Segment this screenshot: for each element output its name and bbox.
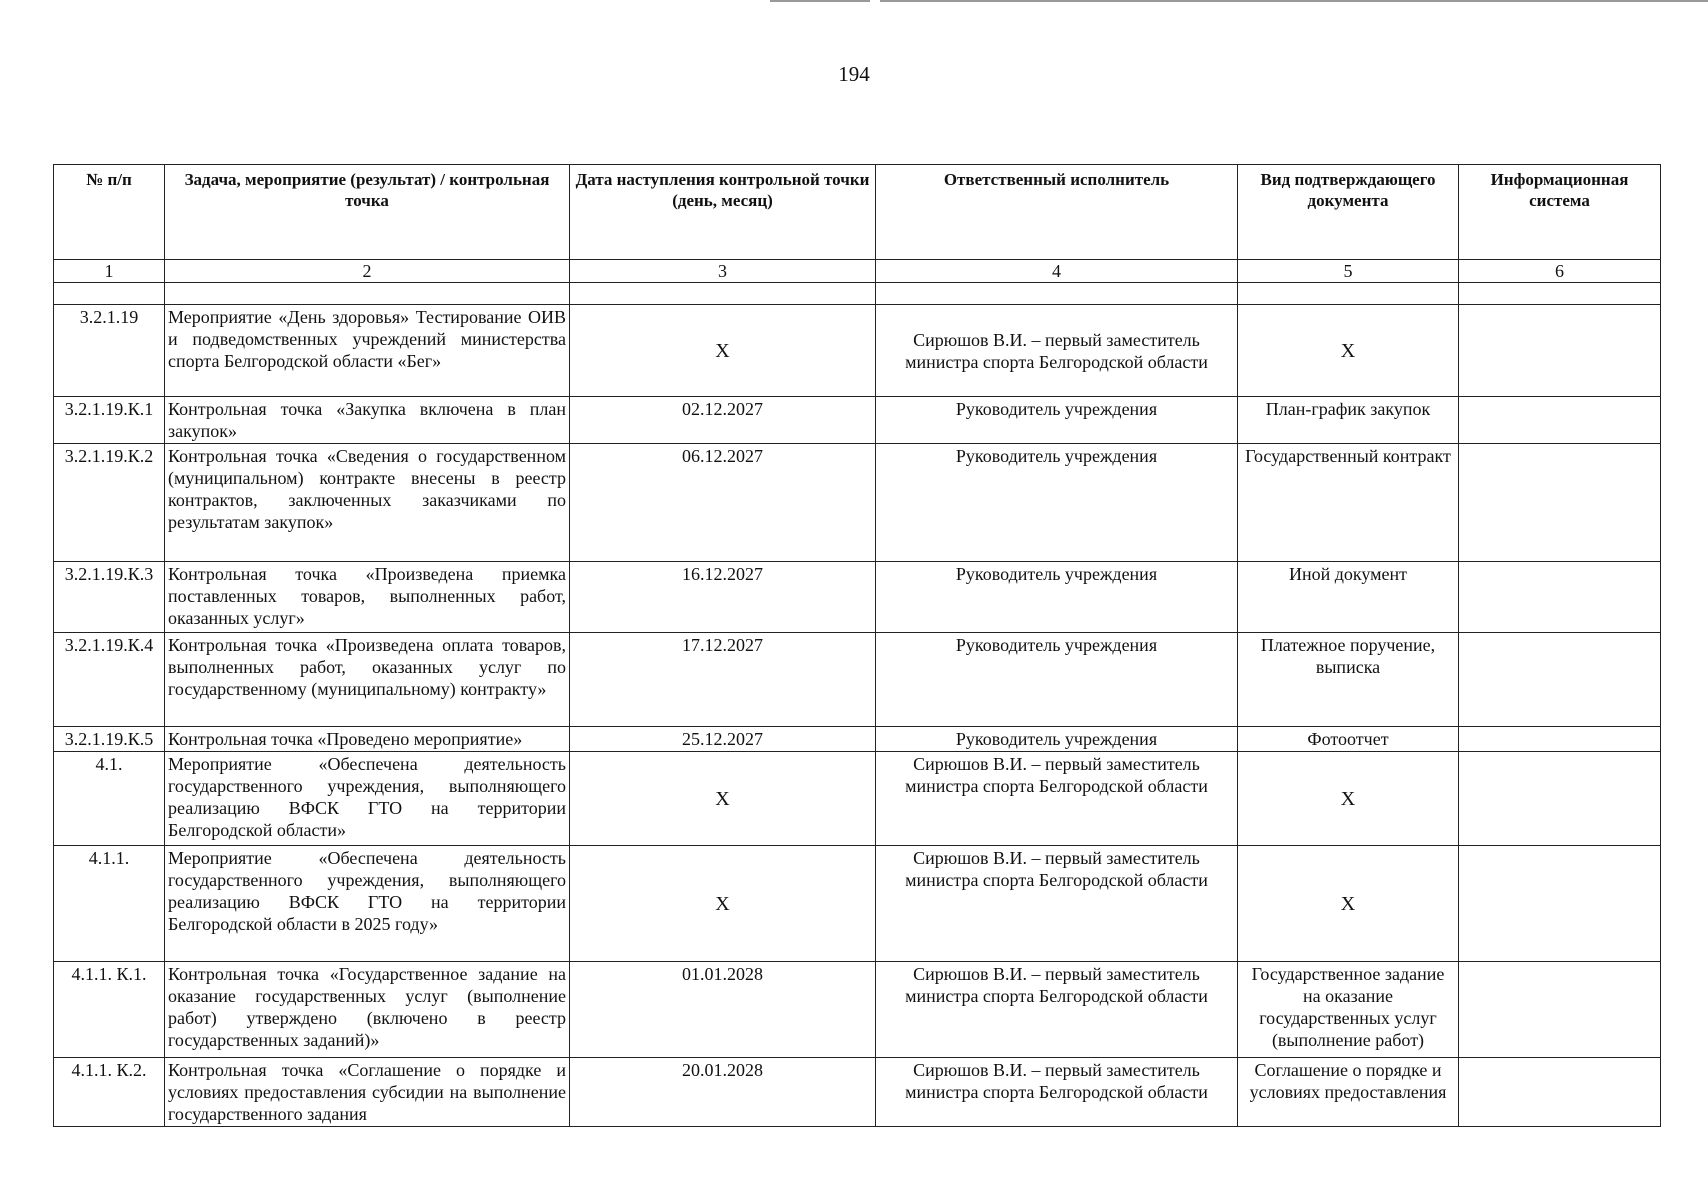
row-num: 4.1.1. [54, 846, 165, 962]
row-system [1459, 444, 1661, 562]
table-row [54, 562, 1661, 633]
row-task: Мероприятие «Обеспечена деятельность государственного учреждения, выполняющего реализацию ВФСК ГТО на территории Белгородской области» [165, 752, 570, 846]
row-num: 3.2.1.19.К.2 [54, 444, 165, 562]
row-document: Платежное поручение, выписка [1238, 633, 1459, 727]
row-num: 3.2.1.19.К.1 [54, 397, 165, 444]
table-row [54, 1058, 1661, 1127]
header-system: Информационная система [1459, 165, 1661, 260]
row-num: 4.1.1. К.2. [54, 1058, 165, 1127]
row-responsible: Сирюшов В.И. – первый заместитель министра спорта Белгородской области [876, 1058, 1238, 1127]
row-task: Мероприятие «Обеспечена деятельность государственного учреждения, выполняющего реализацию ВФСК ГТО на территории Белгородской области в 2025 году» [165, 846, 570, 962]
row-date: 17.12.2027 [570, 633, 876, 727]
blank-row [54, 283, 1661, 305]
row-responsible: Руководитель учреждения [876, 633, 1238, 727]
row-task: Контрольная точка «Проведено мероприятие» [165, 727, 570, 752]
row-date: 01.01.2028 [570, 962, 876, 1058]
header-num: № п/п [54, 165, 165, 260]
page-number: 194 [838, 62, 870, 86]
row-task: Контрольная точка «Закупка включена в план закупок» [165, 397, 570, 444]
row-system [1459, 305, 1661, 397]
row-document: Иной документ [1238, 562, 1459, 633]
table-row [54, 727, 1661, 752]
column-index: 3 [570, 260, 876, 283]
table-row [54, 962, 1661, 1058]
row-system [1459, 397, 1661, 444]
table-row [54, 444, 1661, 562]
row-date: 02.12.2027 [570, 397, 876, 444]
row-date: 16.12.2027 [570, 562, 876, 633]
row-num: 3.2.1.19 [54, 305, 165, 397]
header-document: Вид подтверждающего документа [1238, 165, 1459, 260]
blank-cell [570, 283, 876, 305]
row-date: 20.01.2028 [570, 1058, 876, 1127]
row-responsible: Руководитель учреждения [876, 562, 1238, 633]
blank-cell [1459, 283, 1661, 305]
row-document: Соглашение о порядке и условиях предоставления [1238, 1058, 1459, 1127]
row-date: X [570, 752, 876, 846]
row-document: X [1238, 846, 1459, 962]
row-responsible: Сирюшов В.И. – первый заместитель министра спорта Белгородской области [876, 305, 1238, 397]
table-row [54, 846, 1661, 962]
column-index: 5 [1238, 260, 1459, 283]
row-system [1459, 633, 1661, 727]
row-date: 25.12.2027 [570, 727, 876, 752]
row-task: Контрольная точка «Произведена приемка поставленных товаров, выполненных работ, оказанных услуг» [165, 562, 570, 633]
row-system [1459, 752, 1661, 846]
row-system [1459, 727, 1661, 752]
header-date: Дата наступления контрольной точки (день, месяц) [570, 165, 876, 260]
row-responsible: Руководитель учреждения [876, 444, 1238, 562]
row-responsible: Сирюшов В.И. – первый заместитель министра спорта Белгородской области [876, 846, 1238, 962]
row-num: 3.2.1.19.К.4 [54, 633, 165, 727]
row-document: План-график закупок [1238, 397, 1459, 444]
row-task: Контрольная точка «Соглашение о порядке и условиях предоставления субсидии на выполнение государственного задания [165, 1058, 570, 1127]
header-row [54, 165, 1661, 260]
table-row [54, 633, 1661, 727]
row-document: Государственное задание на оказание государственных услуг (выполнение работ) [1238, 962, 1459, 1058]
row-responsible: Руководитель учреждения [876, 397, 1238, 444]
column-index: 6 [1459, 260, 1661, 283]
row-date: 06.12.2027 [570, 444, 876, 562]
row-system [1459, 1058, 1661, 1127]
blank-cell [54, 283, 165, 305]
scan-top-line-right [880, 0, 1708, 2]
row-date: X [570, 846, 876, 962]
row-num: 3.2.1.19.К.3 [54, 562, 165, 633]
row-responsible: Руководитель учреждения [876, 727, 1238, 752]
header-task: Задача, мероприятие (результат) / контрольная точка [165, 165, 570, 260]
row-task: Контрольная точка «Произведена оплата товаров, выполненных работ, оказанных услуг по государственному (муниципальному) контракту» [165, 633, 570, 727]
row-num: 3.2.1.19.К.5 [54, 727, 165, 752]
row-date: X [570, 305, 876, 397]
header-responsible: Ответственный исполнитель [876, 165, 1238, 260]
table-row [54, 305, 1661, 397]
row-task: Мероприятие «День здоровья» Тестирование ОИВ и подведомственных учреждений министерства спорта Белгородской области «Бег» [165, 305, 570, 397]
blank-cell [1238, 283, 1459, 305]
row-document: X [1238, 752, 1459, 846]
row-num: 4.1. [54, 752, 165, 846]
row-responsible: Сирюшов В.И. – первый заместитель министра спорта Белгородской области [876, 752, 1238, 846]
row-task: Контрольная точка «Государственное задание на оказание государственных услуг (выполнение работ) утверждено (включено в реестр государственных заданий)» [165, 962, 570, 1058]
row-responsible: Сирюшов В.И. – первый заместитель министра спорта Белгородской области [876, 962, 1238, 1058]
row-document: X [1238, 305, 1459, 397]
column-index-row [54, 260, 1661, 283]
scan-top-line-left [770, 0, 870, 2]
blank-cell [876, 283, 1238, 305]
control-points-table [53, 164, 1661, 1127]
row-system [1459, 846, 1661, 962]
blank-cell [165, 283, 570, 305]
table-row [54, 397, 1661, 444]
column-index: 1 [54, 260, 165, 283]
row-system [1459, 562, 1661, 633]
table-row [54, 752, 1661, 846]
row-system [1459, 962, 1661, 1058]
row-document: Государственный контракт [1238, 444, 1459, 562]
row-num: 4.1.1. К.1. [54, 962, 165, 1058]
row-task: Контрольная точка «Сведения о государственном (муниципальном) контракте внесены в реестр контрактов, заключенных заказчиками по результатам закупок» [165, 444, 570, 562]
row-document: Фотоотчет [1238, 727, 1459, 752]
column-index: 2 [165, 260, 570, 283]
column-index: 4 [876, 260, 1238, 283]
